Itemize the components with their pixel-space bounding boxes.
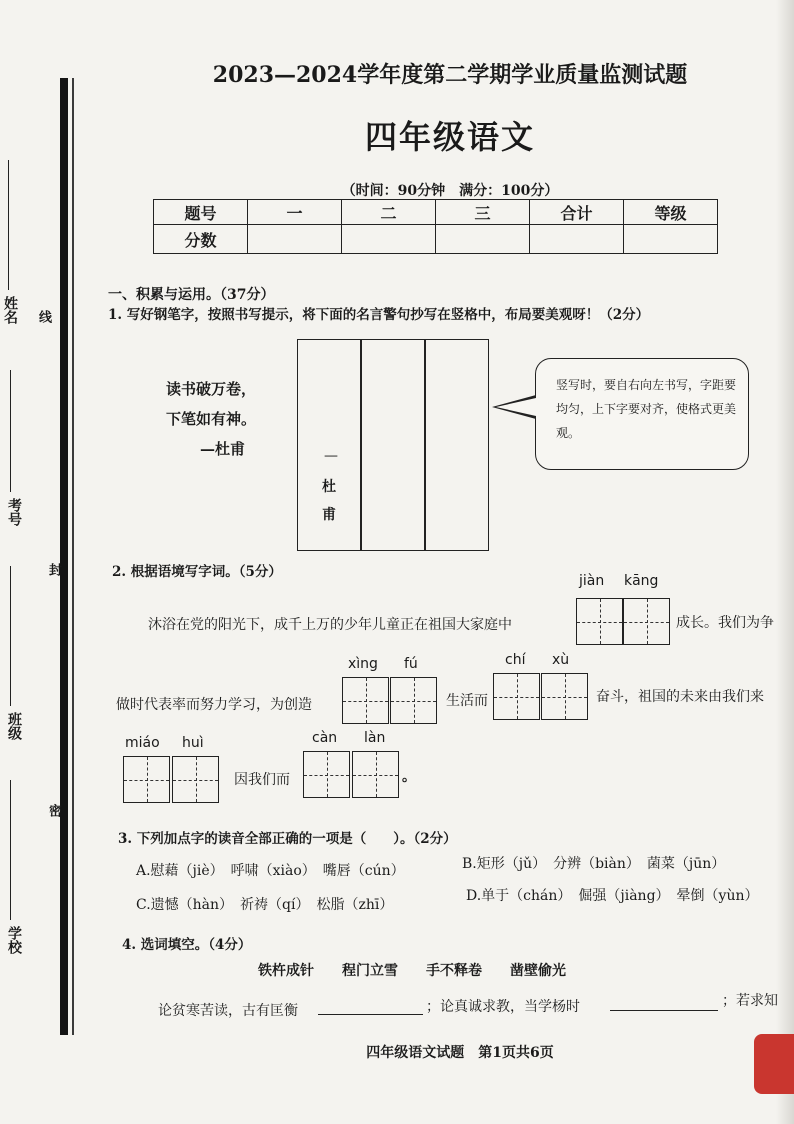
character-box[interactable] xyxy=(352,751,399,798)
exam-no-blank[interactable] xyxy=(10,370,11,492)
header-cell: 一 xyxy=(248,200,342,225)
writing-column[interactable] xyxy=(425,339,489,551)
context-text: 奋斗，祖国的未来由我们来 xyxy=(596,689,764,705)
question-3-prompt: 3. 下列加点字的读音全部正确的一项是（ ）。（2分） xyxy=(118,831,457,847)
fill-text: 论贫寒苦读，古有匡衡 xyxy=(158,1003,298,1019)
context-text: 因我们而 xyxy=(234,772,290,788)
question-1-prompt: 1. 写好钢笔字，按照书写提示，将下面的名言警句抄写在竖格中，布局要美观呀！（2分） xyxy=(108,307,650,323)
option-c[interactable]: C.遗憾（hàn） 祈祷（qí） 松脂（zhī） xyxy=(136,897,394,913)
writing-column[interactable] xyxy=(361,339,425,551)
pinyin: xù xyxy=(552,652,570,668)
binding-bar xyxy=(60,78,68,1035)
name-blank[interactable] xyxy=(8,160,9,290)
sample-dash: — xyxy=(324,448,338,464)
answer-blank[interactable] xyxy=(318,1014,423,1015)
binding-line xyxy=(72,78,74,1035)
pinyin: chí xyxy=(505,652,526,668)
exam-title: 2023—2024学年度第二学期学业质量监测试题 xyxy=(212,62,688,88)
character-box[interactable] xyxy=(623,598,670,645)
sample-char: 杜 xyxy=(322,479,336,495)
header-cell: 合计 xyxy=(530,200,624,225)
seal-char: 封 xyxy=(46,563,61,576)
row-label: 分数 xyxy=(154,225,248,254)
exam-info: （时间：90分钟 满分：100分） xyxy=(341,183,559,199)
class-label: 班级 xyxy=(6,712,22,740)
score-table xyxy=(153,199,718,254)
header-cell: 题号 xyxy=(154,200,248,225)
score-cell[interactable] xyxy=(624,225,718,254)
option-d[interactable]: D.单于（chán） 倔强（jiàng） 晕倒（yùn） xyxy=(466,888,759,904)
pinyin: fú xyxy=(404,656,418,672)
exam-no-label: 考号 xyxy=(6,498,22,526)
score-cell[interactable] xyxy=(342,225,436,254)
character-box[interactable] xyxy=(576,598,623,645)
secret-char: 密 xyxy=(46,804,61,817)
quote-line-2: 下笔如有神。 xyxy=(166,410,257,428)
character-box[interactable] xyxy=(342,677,389,724)
pinyin: càn xyxy=(312,730,338,746)
score-table-header-row xyxy=(154,200,718,225)
context-text: 做时代表率而努力学习，为创造 xyxy=(116,697,312,713)
tip-text: 竖写时，要自右向左书写，字距要均匀，上下字要对齐，使格式更美观。 xyxy=(556,378,737,440)
quote-author: —杜甫 xyxy=(200,440,246,458)
score-cell[interactable] xyxy=(436,225,530,254)
school-label: 学校 xyxy=(6,926,22,954)
context-text: 沐浴在党的阳光下，成千上万的少年儿童正在祖国大家庭中 xyxy=(148,617,512,633)
score-cell[interactable] xyxy=(248,225,342,254)
context-text: 。 xyxy=(402,769,416,785)
header-cell: 等级 xyxy=(624,200,718,225)
context-text: 成长。我们为争 xyxy=(676,615,774,631)
character-box[interactable] xyxy=(493,673,540,720)
header-cell: 二 xyxy=(342,200,436,225)
pinyin: kāng xyxy=(624,573,659,589)
name-label: 姓名 xyxy=(2,296,18,324)
section-heading: 一、积累与运用。（37分） xyxy=(108,287,275,303)
character-box[interactable] xyxy=(390,677,437,724)
pinyin: jiàn xyxy=(579,573,605,589)
pinyin: xìng xyxy=(348,656,378,672)
pinyin: miáo xyxy=(125,735,160,751)
option-b[interactable]: B.矩形（jǔ） 分辨（biàn） 菌菜（jūn） xyxy=(462,856,726,872)
page-edge-shadow xyxy=(776,0,794,1124)
character-box[interactable] xyxy=(541,673,588,720)
question-4-prompt: 4. 选词填空。（4分） xyxy=(122,937,252,953)
page-footer: 四年级语文试题 第1页共6页 xyxy=(366,1045,554,1061)
header-cell: 三 xyxy=(436,200,530,225)
context-text: 生活而 xyxy=(446,693,488,709)
word-bank: 铁杵成针 程门立雪 手不释卷 凿壁偷光 xyxy=(258,963,566,979)
school-blank[interactable] xyxy=(10,780,11,920)
answer-blank[interactable] xyxy=(610,1010,718,1011)
score-cell[interactable] xyxy=(530,225,624,254)
class-blank[interactable] xyxy=(10,566,11,706)
score-table-score-row xyxy=(154,225,718,254)
line-char: 线 xyxy=(36,310,51,323)
sample-char: 甫 xyxy=(322,507,336,523)
character-box[interactable] xyxy=(303,751,350,798)
character-box[interactable] xyxy=(123,756,170,803)
writing-column[interactable] xyxy=(297,339,361,551)
red-tab xyxy=(754,1034,794,1094)
bubble-tail-fill xyxy=(496,398,536,416)
pinyin: làn xyxy=(364,730,386,746)
fill-text: ；论真诚求教，当学杨时 xyxy=(426,999,580,1015)
subject-title: 四年级语文 xyxy=(364,118,535,156)
fill-text: ；若求知 xyxy=(722,993,778,1009)
character-box[interactable] xyxy=(172,756,219,803)
pinyin: huì xyxy=(182,735,204,751)
option-a[interactable]: A.慰藉（jiè） 呼啸（xiào） 嘴唇（cún） xyxy=(136,863,405,879)
question-2-prompt: 2. 根据语境写字词。（5分） xyxy=(112,564,282,580)
quote-line-1: 读书破万卷， xyxy=(166,380,257,398)
